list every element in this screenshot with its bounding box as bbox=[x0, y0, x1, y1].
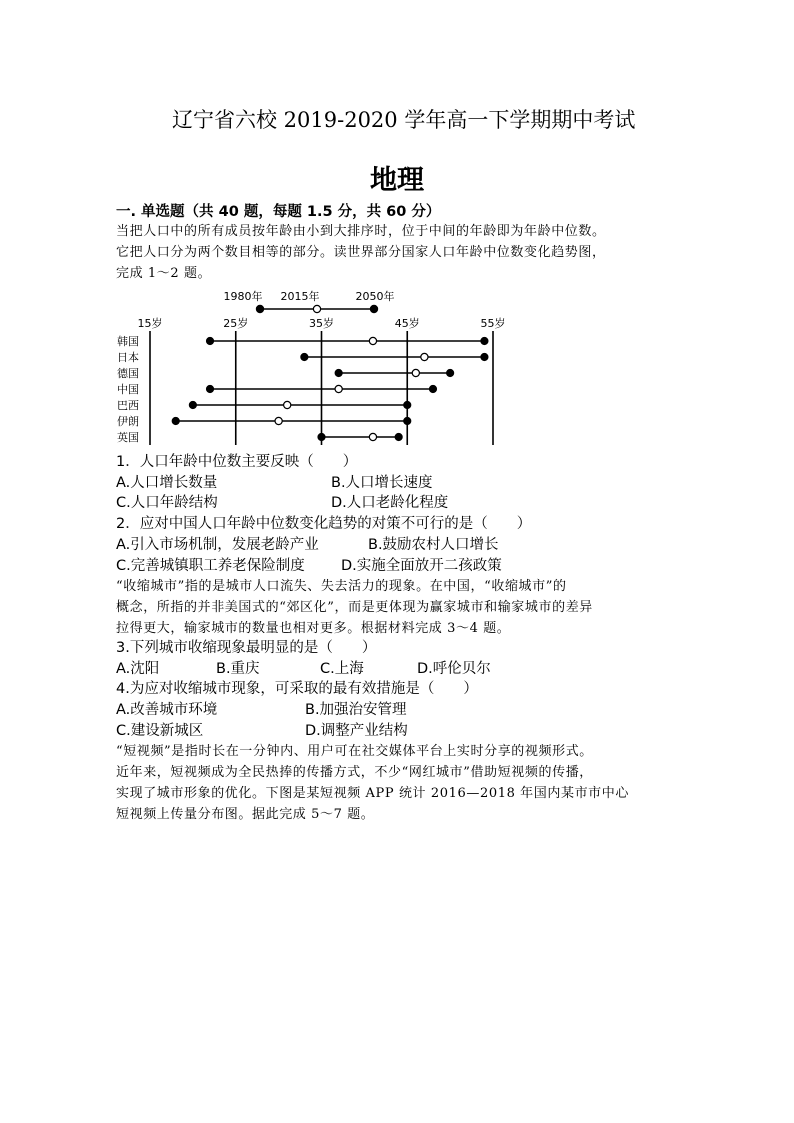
country-label: 德国 bbox=[117, 367, 139, 380]
intro-paragraph-line: 近年来，短视频成为全民热捧的传播方式，不少“网红城市”借助短视频的传播， bbox=[116, 765, 593, 780]
question-3-option-a: A.沈阳 bbox=[116, 661, 160, 677]
question-2-option-d: D.实施全面放开二孩政策 bbox=[341, 558, 502, 574]
country-label: 英国 bbox=[117, 431, 139, 444]
section-heading: 一. 单选题（共 40 题，每题 1.5 分，共 60 分） bbox=[116, 204, 441, 220]
question-2-option-a: A.引入市场机制，发展老龄产业 bbox=[116, 537, 319, 553]
point-2015 bbox=[275, 417, 282, 424]
point-2050 bbox=[447, 369, 454, 376]
country-label: 韩国 bbox=[117, 335, 139, 348]
intro-paragraph-line: 它把人口分为两个数目相等的部分。读世界部分国家人口年龄中位数变化趋势图， bbox=[116, 245, 606, 260]
intro-paragraph-line: 完成 1～2 题。 bbox=[116, 266, 212, 281]
question-4-option-c: C.建设新城区 bbox=[116, 723, 204, 739]
intro-paragraph-line: 当把人口中的所有成员按年龄由小到大排序时，位于中间的年龄即为年龄中位数。 bbox=[116, 224, 606, 239]
x-tick-label: 25岁 bbox=[223, 317, 249, 330]
median-age-chart bbox=[110, 285, 530, 450]
question-2-stem: 2．应对中国人口年龄中位数变化趋势的对策不可行的是（ ） bbox=[116, 516, 532, 532]
point-2015 bbox=[369, 337, 376, 344]
point-2050 bbox=[481, 337, 488, 344]
point-1980 bbox=[206, 385, 213, 392]
x-tick-label: 35岁 bbox=[309, 317, 334, 330]
intro-paragraph-line: 拉得更大，输家城市的数量也相对更多。根据材料完成 3～4 题。 bbox=[116, 621, 511, 636]
question-1-option-c: C.人口年龄结构 bbox=[116, 495, 218, 511]
legend-label: 1980年 bbox=[223, 290, 263, 303]
x-tick-label: 15岁 bbox=[137, 317, 163, 330]
point-2015 bbox=[335, 385, 342, 392]
point-1980 bbox=[335, 369, 342, 376]
point-2050 bbox=[404, 417, 411, 424]
question-3-option-d: D.呼伦贝尔 bbox=[417, 661, 491, 677]
point-1980 bbox=[318, 433, 325, 440]
intro-paragraph-line: 短视频上传量分布图。据此完成 5～7 题。 bbox=[116, 807, 375, 822]
point-2050 bbox=[395, 433, 402, 440]
question-4-option-d: D.调整产业结构 bbox=[305, 723, 408, 739]
point-2015 bbox=[369, 433, 376, 440]
exam-title: 辽宁省六校 2019-2020 学年高一下学期期中考试 bbox=[172, 108, 636, 132]
subject-title: 地理 bbox=[370, 165, 424, 196]
point-2015 bbox=[412, 369, 419, 376]
question-2-option-c: C.完善城镇职工养老保险制度 bbox=[116, 558, 305, 574]
intro-paragraph-line: “收缩城市”指的是城市人口流失、失去活力的现象。在中国，“收缩城市”的 bbox=[116, 579, 567, 594]
country-label: 中国 bbox=[117, 383, 139, 396]
question-4-option-b: B.加强治安管理 bbox=[305, 702, 407, 718]
point-2050 bbox=[481, 353, 488, 360]
point-1980 bbox=[301, 353, 308, 360]
question-1-stem: 1．人口年龄中位数主要反映（ ） bbox=[116, 454, 358, 470]
point-1980 bbox=[189, 401, 196, 408]
point-2015 bbox=[284, 401, 291, 408]
point-2015 bbox=[421, 353, 428, 360]
legend-label: 2050年 bbox=[355, 290, 395, 303]
x-tick-label: 55岁 bbox=[480, 317, 506, 330]
country-label: 日本 bbox=[117, 351, 139, 364]
question-3-option-b: B.重庆 bbox=[216, 661, 260, 677]
point-2050 bbox=[429, 385, 436, 392]
question-3-stem: 3.下列城市收缩现象最明显的是（ ） bbox=[116, 640, 377, 656]
legend-marker bbox=[256, 305, 263, 312]
point-1980 bbox=[172, 417, 179, 424]
question-1-option-b: B.人口增长速度 bbox=[331, 475, 433, 491]
x-tick-label: 45岁 bbox=[394, 317, 420, 330]
question-4-stem: 4.为应对收缩城市现象，可采取的最有效措施是（ ） bbox=[116, 681, 478, 697]
intro-paragraph-line: “短视频”是指时长在一分钟内、用户可在社交媒体平台上实时分享的视频形式。 bbox=[116, 744, 593, 759]
question-2-option-b: B.鼓励农村人口增长 bbox=[368, 537, 499, 553]
country-label: 伊朗 bbox=[117, 415, 139, 428]
legend-marker bbox=[370, 305, 377, 312]
country-label: 巴西 bbox=[117, 399, 139, 412]
question-3-option-c: C.上海 bbox=[320, 661, 364, 677]
point-2050 bbox=[404, 401, 411, 408]
question-1-option-d: D.人口老龄化程度 bbox=[331, 495, 449, 511]
legend-label: 2015年 bbox=[280, 290, 320, 303]
intro-paragraph-line: 实现了城市形象的优化。下图是某短视频 APP 统计 2016—2018 年国内某市市中心 bbox=[116, 786, 629, 801]
question-1-option-a: A.人口增长数量 bbox=[116, 475, 218, 491]
legend-marker bbox=[313, 305, 320, 312]
point-1980 bbox=[206, 337, 213, 344]
intro-paragraph-line: 概念，所指的并非美国式的“郊区化”，而是更体现为赢家城市和输家城市的差异 bbox=[116, 600, 593, 615]
question-4-option-a: A.改善城市环境 bbox=[116, 702, 218, 718]
